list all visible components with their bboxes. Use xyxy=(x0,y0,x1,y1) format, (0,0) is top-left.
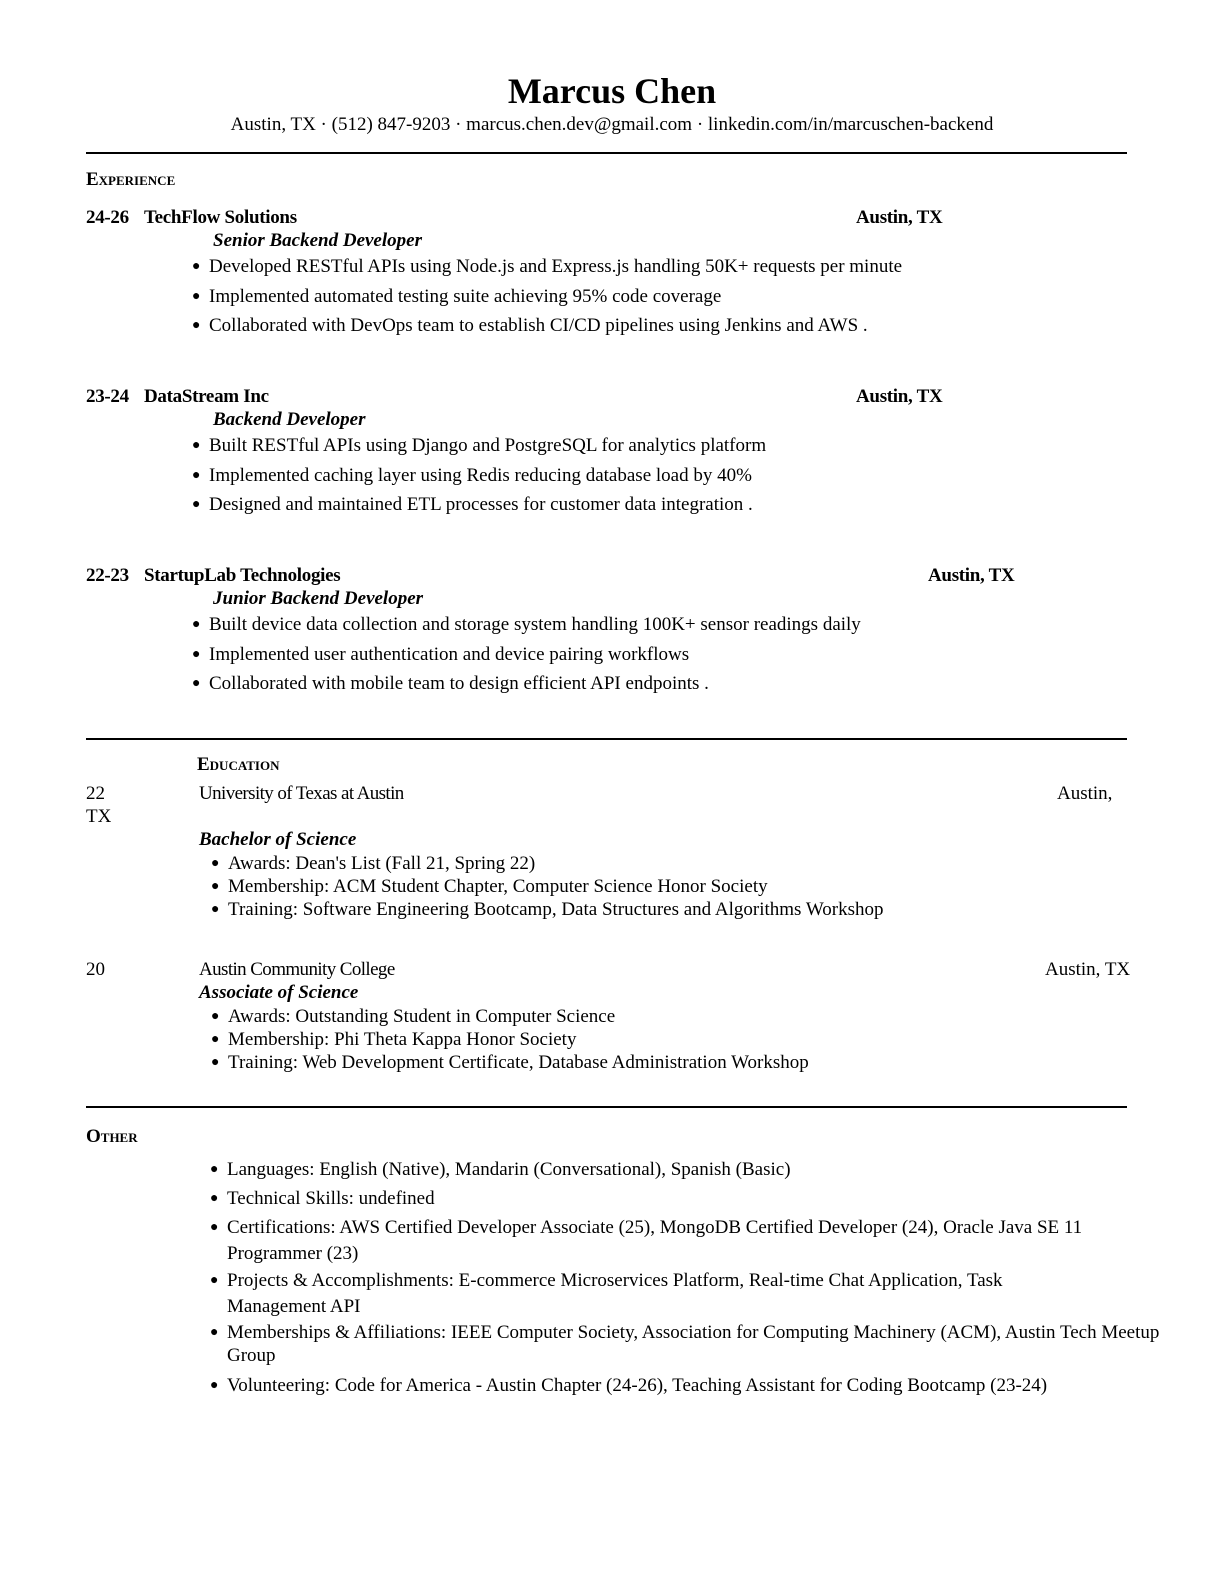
bullet-icon: ● xyxy=(210,1378,219,1393)
bullet-icon: ● xyxy=(192,617,201,632)
divider-experience-education xyxy=(86,738,1127,740)
education-location: Austin, TX xyxy=(1045,959,1131,980)
education-bullet: ● Training: Software Engineering Bootcamp, Data Structures and Algorithms Workshop xyxy=(211,899,884,920)
education-bullet: ● Awards: Dean's List (Fall 21, Spring 22) xyxy=(211,853,536,874)
job-bullet: ● Collaborated with mobile team to design efficient API endpoints . xyxy=(192,673,709,694)
job-company: TechFlow Solutions xyxy=(144,207,297,228)
education-bullet: ● Membership: ACM Student Chapter, Computer Science Honor Society xyxy=(211,876,768,897)
bullet-icon: ● xyxy=(192,647,201,662)
bullet-icon: ● xyxy=(192,497,201,512)
bullet-icon: ● xyxy=(192,289,201,304)
bullet-icon: ● xyxy=(192,438,201,453)
other-item-memberships: ● Memberships & Affiliations: IEEE Computer Society, Association for Computing Machinery (ACM), Austin Tech Meetup Group xyxy=(210,1322,1160,1366)
other-item-technical-skills: ● Technical Skills: undefined xyxy=(210,1186,1167,1212)
bullet-icon: ● xyxy=(211,879,220,894)
section-title-other: Other xyxy=(86,1126,138,1147)
education-year-wrap: TX xyxy=(86,806,112,827)
job-bullet: ● Built device data collection and storage system handling 100K+ sensor readings daily xyxy=(192,614,861,635)
job-bullet: ● Collaborated with DevOps team to establish CI/CD pipelines using Jenkins and AWS . xyxy=(192,315,868,336)
bullet-icon: ● xyxy=(192,676,201,691)
other-item-languages: ● Languages: English (Native), Mandarin (Conversational), Spanish (Basic) xyxy=(210,1157,1167,1183)
education-degree: Bachelor of Science xyxy=(199,829,357,850)
bullet-icon: ● xyxy=(210,1325,219,1340)
bullet-icon: ● xyxy=(211,1009,220,1024)
job-bullet: ● Implemented user authentication and device pairing workflows xyxy=(192,644,690,665)
divider-top xyxy=(86,152,1127,154)
bullet-icon: ● xyxy=(192,259,201,274)
bullet-icon: ● xyxy=(192,318,201,333)
bullet-icon: ● xyxy=(211,1055,220,1070)
bullet-icon: ● xyxy=(210,1162,219,1177)
job-bullet: ● Developed RESTful APIs using Node.js and Express.js handling 50K+ requests per minute xyxy=(192,256,903,277)
job-bullet: ● Designed and maintained ETL processes for customer data integration . xyxy=(192,494,753,515)
education-year: 22 xyxy=(86,783,105,804)
education-bullet: ● Awards: Outstanding Student in Computer Science xyxy=(211,1006,616,1027)
education-school: University of Texas at Austin xyxy=(199,783,404,804)
bullet-icon: ● xyxy=(192,468,201,483)
job-dates: 24-26 xyxy=(86,207,129,228)
job-location: Austin, TX xyxy=(928,565,1015,586)
bullet-icon: ● xyxy=(211,902,220,917)
education-degree: Associate of Science xyxy=(199,982,359,1003)
other-item-certifications: ● Certifications: AWS Certified Developer Associate (25), MongoDB Certified Developer (24), Oracle Java SE 11 Programmer (23) xyxy=(210,1217,1083,1264)
bullet-icon: ● xyxy=(210,1220,219,1235)
job-role: Backend Developer xyxy=(213,409,366,430)
job-dates: 23-24 xyxy=(86,386,129,407)
education-school: Austin Community College xyxy=(199,959,395,980)
bullet-icon: ● xyxy=(210,1191,219,1206)
job-role: Senior Backend Developer xyxy=(213,230,422,251)
job-bullet: ● Built RESTful APIs using Django and PostgreSQL for analytics platform xyxy=(192,435,767,456)
job-company: DataStream Inc xyxy=(144,386,269,407)
job-location: Austin, TX xyxy=(856,207,943,228)
job-bullet: ● Implemented caching layer using Redis reducing database load by 40% xyxy=(192,465,752,486)
job-dates: 22-23 xyxy=(86,565,129,586)
education-location: Austin, xyxy=(1057,783,1113,804)
education-year: 20 xyxy=(86,959,105,980)
candidate-name: Marcus Chen xyxy=(507,71,717,111)
other-item-volunteering: ● Volunteering: Code for America - Austin Chapter (24-26), Teaching Assistant for Coding Bootcamp (23-24) xyxy=(210,1373,1167,1399)
divider-education-other xyxy=(86,1106,1127,1108)
job-company: StartupLab Technologies xyxy=(144,565,341,586)
section-title-education: Education xyxy=(197,754,280,775)
job-bullet: ● Implemented automated testing suite achieving 95% code coverage xyxy=(192,286,722,307)
bullet-icon: ● xyxy=(211,856,220,871)
bullet-icon: ● xyxy=(210,1273,219,1288)
section-title-experience: Experience xyxy=(86,169,176,190)
job-location: Austin, TX xyxy=(856,386,943,407)
other-item-projects: ● Projects & Accomplishments: E-commerce Microservices Platform, Real-time Chat Application, Task Management API xyxy=(210,1270,1003,1317)
bullet-icon: ● xyxy=(211,1032,220,1047)
contact-line: Austin, TX · (512) 847-9203 · marcus.chen.dev@gmail.com · linkedin.com/in/marcuschen-backend xyxy=(230,114,994,135)
education-bullet: ● Membership: Phi Theta Kappa Honor Society xyxy=(211,1029,577,1050)
job-role: Junior Backend Developer xyxy=(213,588,424,609)
education-bullet: ● Training: Web Development Certificate, Database Administration Workshop xyxy=(211,1052,809,1073)
